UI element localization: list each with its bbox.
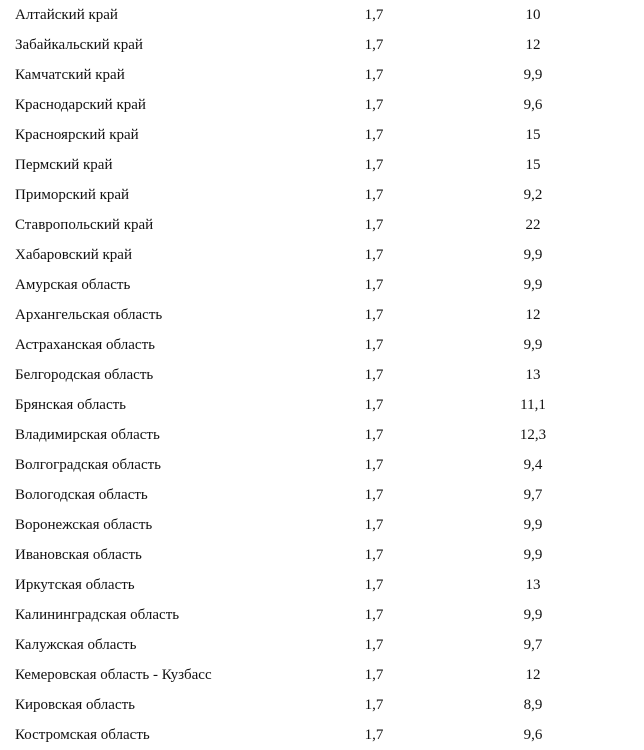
rate-cell: 1,7 [364,37,384,53]
region-name-cell: Забайкальский край [15,37,143,53]
table-row [0,150,644,180]
table-row [0,120,644,150]
value-cell: 10 [525,7,541,23]
region-name-cell: Калужская область [15,637,137,653]
table-row [0,720,644,750]
table-row [0,180,644,210]
value-cell: 9,7 [523,487,543,503]
value-cell: 8,9 [523,697,543,713]
rate-cell: 1,7 [364,307,384,323]
table-row [0,60,644,90]
table-row [0,420,644,450]
region-name-cell: Пермский край [15,157,113,173]
region-name-cell: Костромская область [15,727,150,743]
value-cell: 9,9 [523,547,543,563]
region-name-cell: Кировская область [15,697,136,713]
rate-cell: 1,7 [364,67,384,83]
rate-cell: 1,7 [364,127,384,143]
region-name-cell: Воронежская область [15,517,153,533]
rate-cell: 1,7 [364,457,384,473]
region-name-cell: Ставропольский край [15,217,154,233]
table-row [0,90,644,120]
value-cell: 9,6 [523,727,543,743]
value-cell: 9,9 [523,247,543,263]
table-row [0,570,644,600]
rate-cell: 1,7 [364,157,384,173]
value-cell: 22 [525,217,541,233]
rate-cell: 1,7 [364,187,384,203]
rate-cell: 1,7 [364,277,384,293]
rate-cell: 1,7 [364,217,384,233]
rate-cell: 1,7 [364,517,384,533]
region-name-cell: Красноярский край [15,127,139,143]
value-cell: 15 [525,157,541,173]
rate-cell: 1,7 [364,727,384,743]
region-name-cell: Волгоградская область [15,457,161,473]
rate-cell: 1,7 [364,487,384,503]
value-cell: 9,4 [523,457,543,473]
table-row [0,300,644,330]
rate-cell: 1,7 [364,397,384,413]
value-cell: 9,9 [523,607,543,623]
rate-cell: 1,7 [364,607,384,623]
region-name-cell: Алтайский край [15,7,118,23]
region-name-cell: Хабаровский край [15,247,132,263]
value-cell: 9,2 [523,187,543,203]
table-row [0,210,644,240]
rate-cell: 1,7 [364,427,384,443]
table-row [0,450,644,480]
table-row [0,510,644,540]
rate-cell: 1,7 [364,7,384,23]
region-name-cell: Калининградская область [15,607,180,623]
value-cell: 12 [525,667,541,683]
table-row [0,480,644,510]
region-name-cell: Краснодарский край [15,97,146,113]
table-row [0,330,644,360]
region-name-cell: Приморский край [15,187,130,203]
table-row [0,360,644,390]
rate-cell: 1,7 [364,97,384,113]
region-name-cell: Иркутская область [15,577,135,593]
table-row [0,240,644,270]
value-cell: 13 [525,367,541,383]
value-cell: 9,6 [523,97,543,113]
value-cell: 9,9 [523,517,543,533]
value-cell: 15 [525,127,541,143]
table-row [0,390,644,420]
rate-cell: 1,7 [364,637,384,653]
rate-cell: 1,7 [364,697,384,713]
region-name-cell: Вологодская область [15,487,148,503]
table-row [0,690,644,720]
value-cell: 13 [525,577,541,593]
rate-cell: 1,7 [364,337,384,353]
value-cell: 9,9 [523,337,543,353]
table-row [0,30,644,60]
value-cell: 9,7 [523,637,543,653]
region-name-cell: Брянская область [15,397,127,413]
value-cell: 12 [525,37,541,53]
rate-cell: 1,7 [364,247,384,263]
region-name-cell: Амурская область [15,277,131,293]
value-cell: 12 [525,307,541,323]
table-row [0,540,644,570]
rate-cell: 1,7 [364,367,384,383]
rate-cell: 1,7 [364,547,384,563]
rate-cell: 1,7 [364,577,384,593]
region-name-cell: Кемеровская область - Кузбасс [15,667,212,683]
value-cell: 9,9 [523,67,543,83]
region-name-cell: Белгородская область [15,367,154,383]
table-row [0,270,644,300]
rate-cell: 1,7 [364,667,384,683]
value-cell: 11,1 [520,397,546,413]
value-cell: 9,9 [523,277,543,293]
table-row [0,660,644,690]
region-name-cell: Архангельская область [15,307,163,323]
region-name-cell: Астраханская область [15,337,155,353]
table-row [0,630,644,660]
region-name-cell: Камчатский край [15,67,125,83]
region-name-cell: Ивановская область [15,547,142,563]
region-name-cell: Владимирская область [15,427,160,443]
table-row [0,0,644,30]
table-row [0,600,644,630]
value-cell: 12,3 [519,427,547,443]
